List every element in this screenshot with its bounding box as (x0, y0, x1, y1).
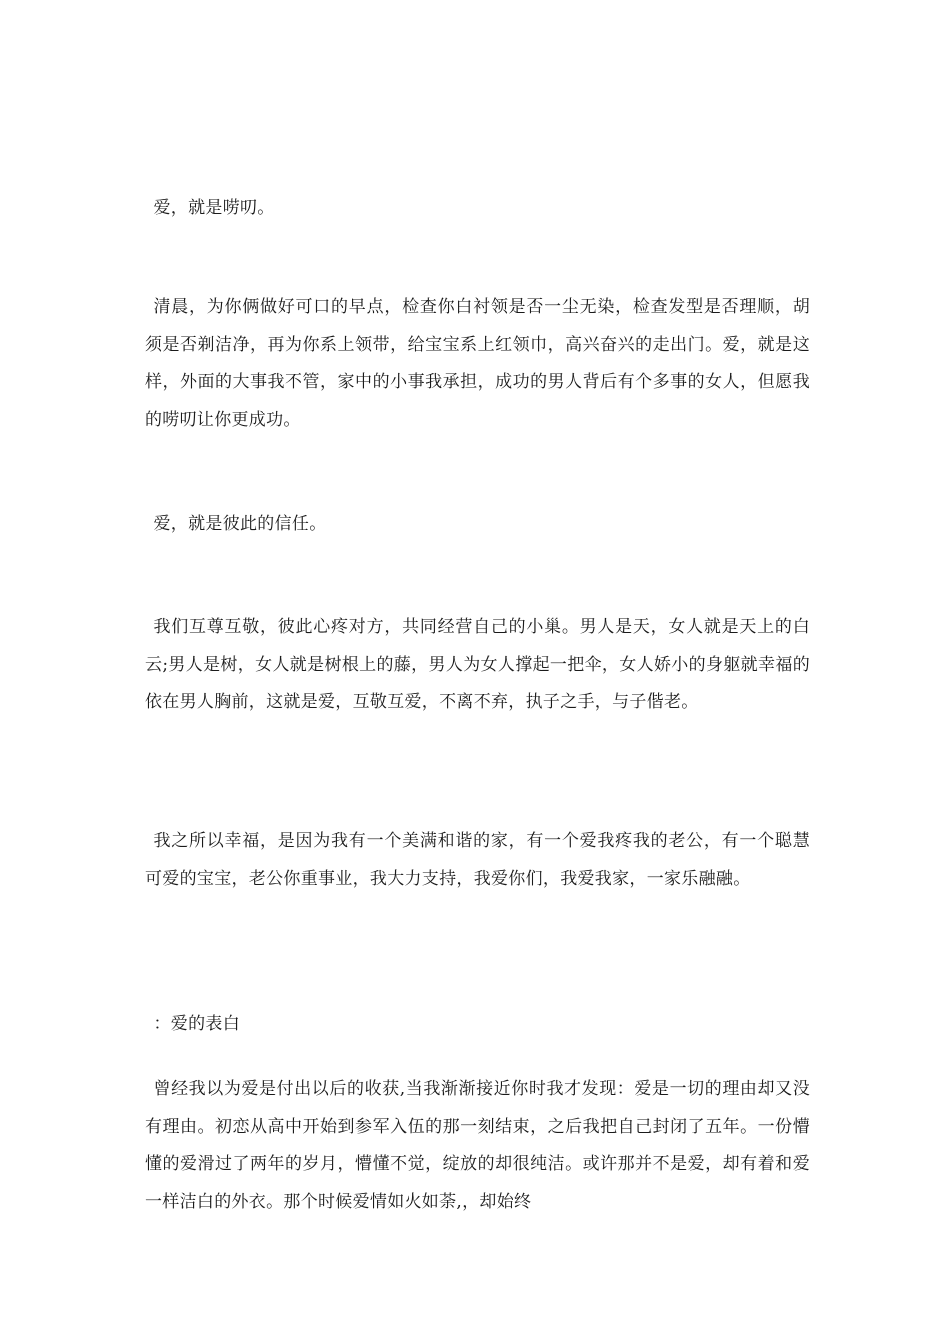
paragraph-text: 爱，就是彼此的信任。 (153, 514, 327, 534)
paragraph-text: 我之所以幸福，是因为我有一个美满和谐的家，有一个爱我疼我的老公，有一个聪慧可爱的宝宝，老公你重事业，我大力支持，我爱你们，我爱我家，一家乐融融。 (145, 831, 810, 889)
paragraph-4 (145, 609, 810, 722)
paragraph-5 (145, 823, 810, 898)
paragraph-7 (145, 1071, 810, 1221)
paragraph-1 (145, 190, 810, 228)
paragraph-text: 爱，就是唠叨。 (153, 198, 275, 218)
paragraph-3 (145, 506, 810, 544)
paragraph-text: 曾经我以为爱是付出以后的收获,当我渐渐接近你时我才发现：爱是一切的理由却又没有理由。初恋从高中开始到参军入伍的那一刻结束，之后我把自己封闭了五年。一份懵懂的爱滑过了两年的岁月，懵懂不觉，绽放的却很纯洁。或许那并不是爱，却有着和爱一样洁白的外衣。那个时候爱情如火如荼,，却始终 (145, 1079, 810, 1212)
paragraph-text: 清晨，为你俩做好可口的早点，检查你白衬领是否一尘无染，检查发型是否理顺，胡须是否剃洁净，再为你系上领带，给宝宝系上红领巾，高兴奋兴的走出门。爱，就是这样，外面的大事我不管，家中的小事我承担，成功的男人背后有个多事的女人，但愿我的唠叨让你更成功。 (145, 297, 810, 430)
section-heading-text: ：爱的表白 (153, 1014, 240, 1034)
paragraph-2 (145, 289, 810, 439)
paragraph-text: 我们互尊互敬，彼此心疼对方，共同经营自己的小巢。男人是天，女人就是天上的白云;男人是树，女人就是树根上的藤，男人为女人撑起一把伞，女人娇小的身躯就幸福的依在男人胸前，这就是爱，互敬互爱，不离不弃，执子之手，与子偕老。 (145, 617, 810, 712)
section-heading (145, 1006, 810, 1044)
